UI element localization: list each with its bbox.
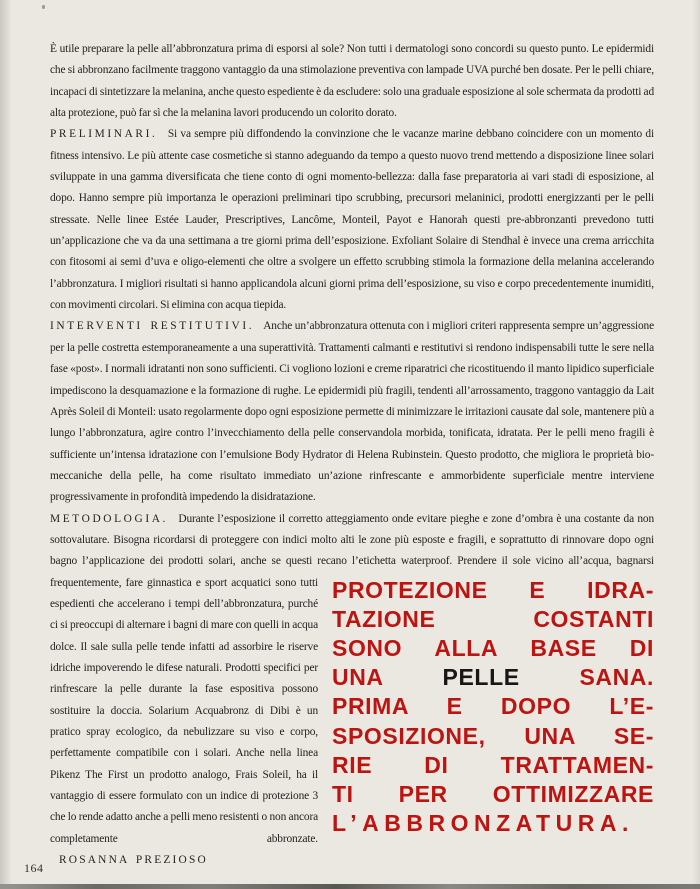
pull-quote-word-black: PELLE [442,664,520,691]
pull-quote-line [332,663,654,692]
pull-quote-line: TAZIONE COSTANTI [332,605,654,632]
pull-quote-line: RIE DI TRATTAMEN- [332,751,654,778]
pull-quote-line: SPOSIZIONE, UNA SE- [332,722,654,749]
section-heading-preliminari: PRELIMINARI. [50,128,158,141]
section-text-interventi: Anche un’abbronzatura ottenuta con i migliori criteri rappresenta sempre un’aggressione per la pelle costretta estemporaneamente a una superattività. Trattamenti calmanti e restitutivi si rendono indispensabili tutte le sere nella fase «post». I normali idratanti non sono sufficienti. Ci vogliono lozioni e creme riparatrici che ricostituendo il manto lipidico superficiale impediscono la desquamazione e la formazione di rughe. Le epidermidi più fragili, tendenti all’arrossamento, traggono vantaggio da Lait Après Soleil di Monteil: usato regolarmente dopo ogni esposizione permette di minimizzare le irritazioni causate dal sole, mantenere più a lungo l’abbronzatura, agire contro l’invecchiamento della pelle conservandola morbida, tonificata, idratata. Per le pelli meno fragili è sufficiente un’intensa idratazione con l’emulsione Body Hydrator di Helena Rubinstein. Questo prodotto, che migliora le proprietà bio-meccaniche della pelle, ha come risultato immediato un’azione rinfrescante e ammorbidente superficiale mentre interviene progressivamente in profondità impedendo la disidratazione. [50,320,654,504]
section-text-metodologia-before: Durante l’esposizione il corretto atteggiamento onde evitare pieghe e zone d’ombra è una costante da non sottovalutare. Bisogna ricordarsi di proteggere con indici molto alti le zone più esposte e fragili, e soprattutto di rinnovare dopo ogni bagno l’applicazione dei prodotti solari, anche se questi recano l’etichetta waterproof. Prendere il sole vicino all’acqua, [50,512,654,568]
pull-quote-line: PROTEZIONE E IDRA- [332,576,654,603]
section-text-metodologia-after: bagnarsi frequentemente, fare ginnastica e sport acquatici sono tutti espedienti che accelerano i tempi dell’abbronzatura, purché ci si preoccupi di alternare i bagni di mare con quelli in acqua dolce. Il sale sulla pelle tende infatti ad assorbire le riserve idriche impoverendo le difese naturali. Prodotti specifici per rinfrescare la pelle durante la fase espositiva possono sostituire la doccia. Solarium Acquabronz di Dibi è un pratico spray ecologico, da nebulizzare su viso e corpo, perfettamente compatibile con i solari. Anche nella linea Pikenz The First un prodotto analogo, Frais Soleil, ha il vantaggio di essere formulato con un indice di protezione 3 che lo rende adatto anche a pelli meno resistenti o non ancora completamente abbronzate. [50,555,654,845]
scan-speck [42,5,45,9]
byline: ROSANNA PREZIOSO [59,854,208,867]
section-interventi-restitutivi [50,316,654,508]
pull-quote-line: SONO ALLA BASE DI [332,635,654,661]
scan-strip-bottom [0,884,700,889]
intro-paragraph [50,39,654,124]
section-text-preliminari: Si va sempre più diffondendo la convinzione che le vacanze marine debbano coincidere con un momento di fitness intensivo. Le più attente case cosmetiche si stanno adeguando da tempo a questo nuovo trend mettendo a disposizione linee solari sviluppate in una gamma diversificata che tiene conto di ogni momento-bellezza: dalla fase preparatoria ai vari stadi di esposizione, al dopo. Hanno sempre più importanza le operazioni preliminari tipo scrubbing, precursori melaninici, prodotti energizzanti per le pelli stressate. Nelle linee Estée Lauder, Prescriptives, Lancôme, Monteil, Payot e Hanorah questi pre-abbronzanti prevedono tutti un’applicazione che va da una settimana a tre giorni prima dell’esposizione. Exfoliant Solaire di Stendhal è invece una crema arricchita con fitosomi ai semi d’uva e oligo-elementi che oltre a svolgere un effetto scrubbing stimola la formazione della melanina accelerando l’abbronzatura. I migliori risultati si hanno applicandola alcuni giorni prima dell’esposizione, su viso e corpo precedentemente inumiditi, con movimenti circolari. Si elimina con acqua tiepida. [50,128,654,312]
section-heading-metodologia: METODOLOGIA. [50,512,168,525]
pull-quote [332,576,654,839]
pull-quote-line: PRIMA E DOPO L’E- [332,693,654,720]
scan-shadow-right [692,0,700,889]
article-body [50,39,654,889]
section-preliminari [50,124,654,316]
page-number: 164 [24,861,44,875]
section-heading-interventi: INTERVENTI RESTITUTIVI. [50,320,255,333]
scan-shadow-left [0,0,12,889]
section-metodologia [50,509,654,872]
pull-quote-line: L’ABBRONZATURA. [332,810,634,837]
pull-quote-word: SANA. [579,664,654,691]
pull-quote-line: TI PER OTTIMIZZARE [332,781,654,808]
pull-quote-word: UNA [332,664,383,691]
intro-text: È utile preparare la pelle all’abbronzatura prima di esporsi al sole? Non tutti i dermatologi sono concordi su questo punto. Le epidermidi che si abbronzano facilmente traggono vantaggio da una stimolazione preventiva con lampade UVA purché ben dosate. Per le pelli chiare, incapaci di sintetizzare la melanina, anche questo espediente è da escludere: solo una graduale esposizione al sole schermata da prodotti ad alta protezione, può far sì che la melanina lavori producendo un colorito dorato. [50,43,654,120]
